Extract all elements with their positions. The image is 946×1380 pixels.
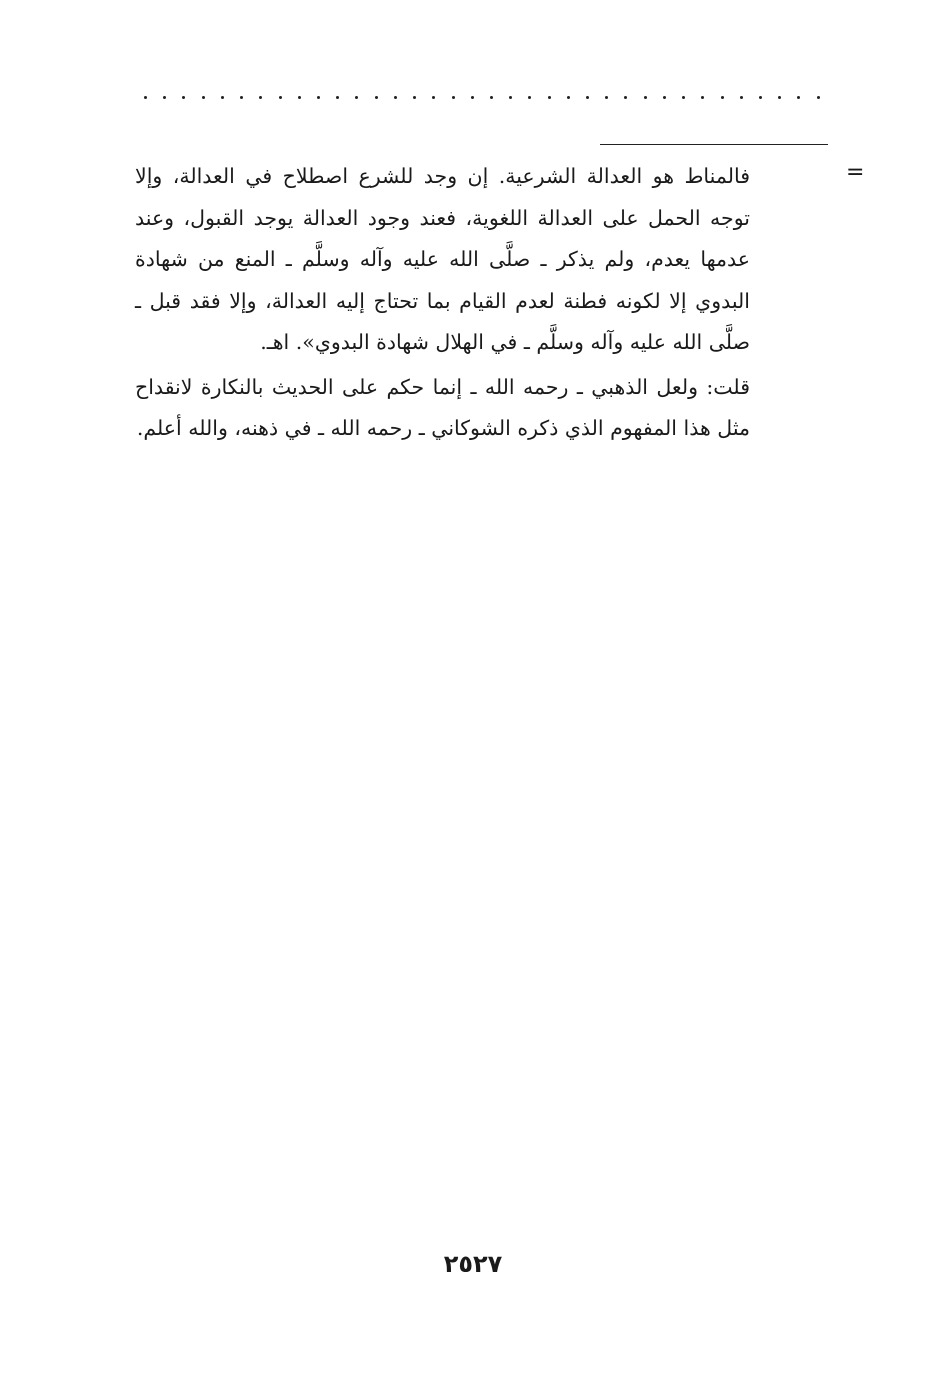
separator-dot xyxy=(721,96,724,99)
separator-dot xyxy=(740,96,743,99)
separator-dot xyxy=(452,96,455,99)
separator-dot xyxy=(375,96,378,99)
separator-dot xyxy=(202,96,205,99)
footnote-separator-line xyxy=(600,144,828,145)
separator-dot xyxy=(663,96,666,99)
separator-dot xyxy=(259,96,262,99)
footnote-paragraph: فالمناط هو العدالة الشرعية. إن وجد للشرع اصطلاح في العدالة، وإلا توجه الحمل على العدالة اللغوية، فعند وجود العدالة يوجد القبول، وعند عدمها يعدم، ولم يذكر ـ صلَّى الله عليه وآله وسلَّم ـ المنع من شهادة البدوي إلا لكونه فطنة لعدم القيام بما تحتاج إليه العدالة، وإلا فقد قبل ـ صلَّى الله عليه وآله وسلَّم ـ في الهلال شهادة البدوي». اهـ. xyxy=(135,164,750,354)
separator-dot xyxy=(413,96,416,99)
separator-dot xyxy=(317,96,320,99)
separator-dot xyxy=(336,96,339,99)
separator-dot xyxy=(605,96,608,99)
separator-dot xyxy=(817,96,820,99)
separator-dot xyxy=(471,96,474,99)
footnote-text xyxy=(135,156,750,450)
separator-dot xyxy=(298,96,301,99)
separator-dot xyxy=(279,96,282,99)
separator-dot xyxy=(144,96,147,99)
footnote-continuation-mark: = xyxy=(846,160,865,185)
separator-dot xyxy=(355,96,358,99)
separator-dot xyxy=(567,96,570,99)
separator-dot xyxy=(394,96,397,99)
separator-dot xyxy=(240,96,243,99)
separator-dot xyxy=(432,96,435,99)
separator-dot xyxy=(778,96,781,99)
separator-dot xyxy=(624,96,627,99)
separator-dot xyxy=(528,96,531,99)
separator-dot xyxy=(797,96,800,99)
separator-dot xyxy=(163,96,166,99)
separator-dot xyxy=(759,96,762,99)
separator-dot xyxy=(644,96,647,99)
separator-dot xyxy=(682,96,685,99)
separator-dot xyxy=(548,96,551,99)
separator-dot xyxy=(182,96,185,99)
footnote-paragraph: قلت: ولعل الذهبي ـ رحمه الله ـ إنما حكم على الحديث بالنكارة لانقداح مثل هذا المفهوم الذي ذكره الشوكاني ـ رحمه الله ـ في ذهنه، والله أعلم. xyxy=(135,374,750,440)
separator-dot xyxy=(701,96,704,99)
page-number: ٢٥٢٧ xyxy=(443,1250,503,1278)
separator-dot xyxy=(490,96,493,99)
separator-dot xyxy=(509,96,512,99)
separator-dot xyxy=(221,96,224,99)
separator-dot xyxy=(586,96,589,99)
dotted-separator xyxy=(144,91,820,103)
